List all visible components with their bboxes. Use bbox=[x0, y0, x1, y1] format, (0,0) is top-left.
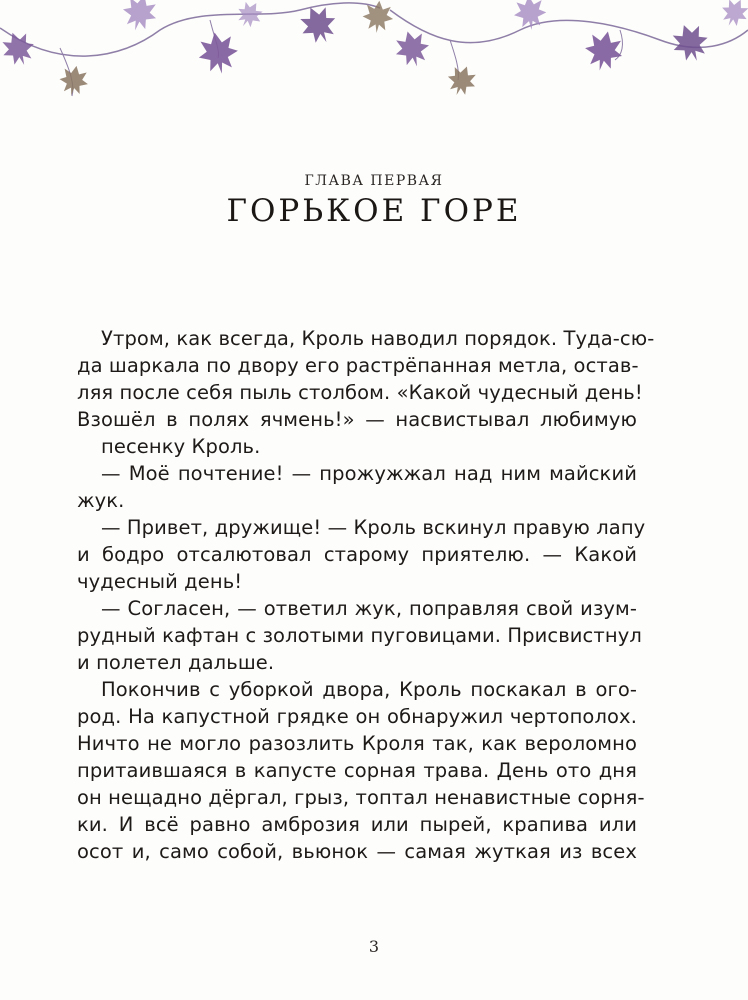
text-line: он нещадно дёргал, грыз, топтал ненавистные сорня- bbox=[77, 786, 645, 809]
text-line: и полетел дальше. bbox=[77, 651, 275, 674]
text-line: — Согласен, — ответил жук, поправляя свой изум- bbox=[101, 597, 637, 620]
text-line: жук. bbox=[77, 489, 125, 512]
text-line: осот и, само собой, вьюнок — самая жуткая из всех bbox=[77, 840, 637, 863]
text-line: Ничто не могло разозлить Кроля так, как вероломно bbox=[77, 732, 637, 755]
text-line: и бодро отсалютовал старому приятелю. — Какой bbox=[77, 543, 637, 566]
chapter-label: ГЛАВА ПЕРВАЯ bbox=[304, 173, 444, 189]
body-text bbox=[77, 325, 655, 865]
text-line: род. На капустной грядке он обнаружил чертополох. bbox=[77, 705, 637, 728]
text-line: притаившаяся в капусте сорная трава. День ото дня bbox=[77, 759, 637, 782]
text-line: да шаркала по двору его растрёпанная метла, остав- bbox=[77, 354, 639, 377]
text-line: песенку Кроль. bbox=[101, 435, 261, 458]
text-line: Взошёл в полях ячмень!» — насвистывал любимую bbox=[77, 408, 637, 431]
text-line: Покончив с уборкой двора, Кроль поскакал в ого- bbox=[101, 678, 637, 701]
chapter-title: ГОРЬКОЕ ГОРЕ bbox=[226, 193, 522, 229]
text-line: ки. И всё равно амброзия или пырей, крапива или bbox=[77, 813, 637, 836]
text-line: — Моё почтение! — прожужжал над ним майский bbox=[101, 462, 637, 485]
text-line: рудный кафтан с золотыми пуговицами. Присвистнул bbox=[77, 624, 642, 647]
text-line: чудесный день! bbox=[77, 570, 243, 593]
page-number: 3 bbox=[368, 937, 380, 956]
text-line: ляя после себя пыль столбом. «Какой чудесный день! bbox=[77, 381, 643, 404]
text-line: Утром, как всегда, Кроль наводил порядок. Туда-сю- bbox=[101, 327, 655, 350]
leaf-garland-decoration bbox=[0, 0, 748, 110]
text-line: — Привет, дружище! — Кроль вскинул правую лапу bbox=[101, 516, 646, 539]
